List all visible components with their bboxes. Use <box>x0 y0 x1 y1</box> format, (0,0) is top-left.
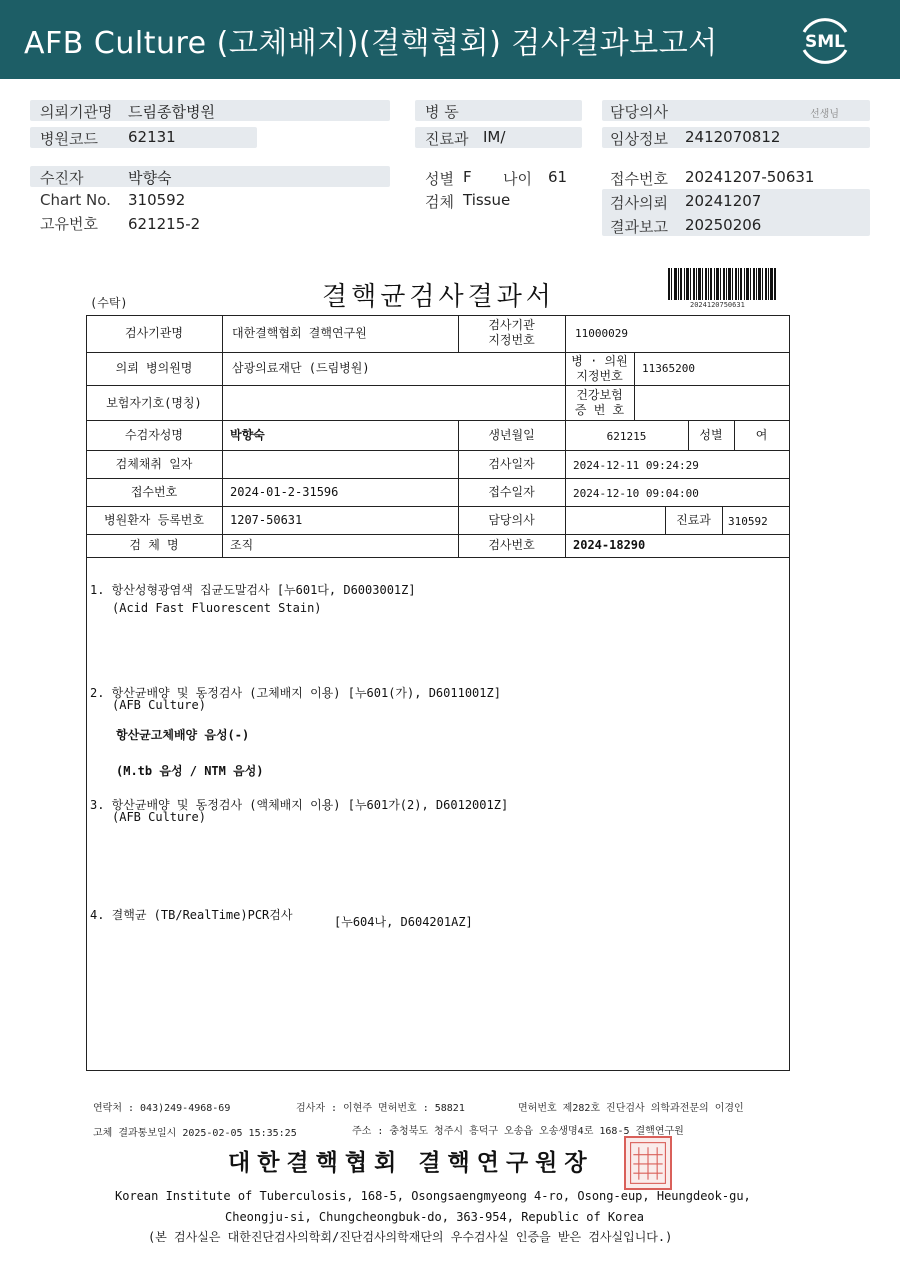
table-rule <box>634 352 635 420</box>
org-no-label-2: 지정번호 <box>488 333 535 347</box>
specimen-value-form: 조직 <box>230 538 254 552</box>
receipt-label: 접수번호 <box>610 170 668 188</box>
specimen-label-form: 검 체 명 <box>129 538 179 552</box>
chart-label: Chart No. <box>40 191 111 209</box>
reg-value: 1207-50631 <box>230 513 303 527</box>
reg-label: 병원환자 등록번호 <box>104 513 204 527</box>
receipt-date-value: 2024-12-10 09:04:00 <box>573 487 699 500</box>
hospital-code-label: 병원코드 <box>40 130 98 148</box>
footer-notice-time: 고체 결과통보일시 2025-02-05 15:35:25 <box>93 1128 297 1139</box>
test-item-1: 1. 항산성형광염색 집균도말검사 [누601다, D6003001Z] <box>90 583 416 597</box>
report-title: AFB Culture (고체배지)(결핵협회) 검사결과보고서 <box>24 26 718 61</box>
table-rule <box>222 315 223 557</box>
chart-value: 310592 <box>128 191 186 209</box>
unique-value: 621215-2 <box>128 215 201 233</box>
request-label: 검사의뢰 <box>610 194 668 212</box>
form-title: 결핵균검사결과서 <box>322 282 555 312</box>
table-rule <box>86 450 790 451</box>
ward-label: 병 동 <box>425 103 459 121</box>
test-item-2-sub: (AFB Culture) <box>112 698 206 712</box>
name-value: 박향숙 <box>230 428 265 442</box>
dept-label-form: 진료과 <box>676 513 711 527</box>
test-date-label: 검사일자 <box>488 457 535 471</box>
test-result-species: (M.tb 음성 / NTM 음성) <box>116 764 264 778</box>
req-value: 삼광의료재단 (드림병원) <box>232 361 370 375</box>
receipt-date-label: 접수일자 <box>488 485 535 499</box>
hosp-no-value: 11365200 <box>642 362 695 375</box>
info-row-bg <box>30 166 390 187</box>
table-border <box>86 315 790 316</box>
sex-value: F <box>463 168 472 186</box>
hosp-no-label-1: 병 · 의원 <box>571 354 628 368</box>
req-institution-label: 의뢰기관명 <box>40 103 113 121</box>
birth-label: 생년월일 <box>488 428 535 442</box>
table-rule <box>86 385 790 386</box>
table-rule <box>565 315 566 353</box>
barcode <box>668 268 776 300</box>
footer-address-en-2: Cheongju-si, Chungcheongbuk-do, 363-954, Republic of Korea <box>225 1210 645 1224</box>
table-rule <box>86 478 790 479</box>
report-date-value: 20250206 <box>685 216 762 234</box>
footer-address-en-1: Korean Institute of Tuberculosis, 168-5, Osongsaengmyeong 4-ro, Osong-eup, Heungdeok-gu, <box>115 1189 751 1203</box>
table-rule <box>86 557 790 558</box>
org-label: 검사기관명 <box>125 326 183 340</box>
sml-logo <box>796 12 854 68</box>
org-value: 대한결핵협회 결핵연구원 <box>232 326 367 340</box>
issuer-name: 대한결핵협회 결핵연구원장 <box>228 1149 594 1176</box>
org-no-label-1: 검사기관 <box>488 318 535 332</box>
table-border <box>86 1070 790 1071</box>
sex-label: 성별 <box>425 170 454 188</box>
collect-label: 검체채취 일자 <box>115 457 193 471</box>
insured-label: 보험자기호(명칭) <box>106 396 202 410</box>
age-value: 61 <box>548 168 568 186</box>
dept-label: 진료과 <box>425 130 469 148</box>
doctor-suffix: 선생님 <box>810 109 839 120</box>
ins-no-label-2: 증 번 호 <box>574 403 625 417</box>
test-result-culture: 항산균고체배양 음성(-) <box>116 728 250 742</box>
name-label: 수검자성명 <box>125 428 183 442</box>
table-rule <box>86 420 790 421</box>
test-item-4-code: [누604나, D604201AZ] <box>334 915 473 929</box>
ins-no-label-1: 건강보험 <box>576 388 623 402</box>
doctor-label: 담당의사 <box>610 103 668 121</box>
clinical-label: 임상정보 <box>610 130 668 148</box>
test-no-label: 검사번호 <box>488 538 535 552</box>
table-rule <box>722 506 723 534</box>
patient-value: 박향숙 <box>128 169 172 187</box>
test-item-3: 3. 항산균배양 및 동정검사 (액체배지 이용) [누601가(2), D6012001Z] <box>90 798 509 812</box>
table-border <box>789 315 790 1071</box>
test-item-2: 2. 항산균배양 및 동정검사 (고체배지 이용) [누601(가), D6011001Z] <box>90 686 501 700</box>
org-no-value: 11000029 <box>575 327 628 340</box>
specimen-value: Tissue <box>463 191 511 209</box>
unique-label: 고유번호 <box>40 215 98 233</box>
test-item-1-sub: (Acid Fast Fluorescent Stain) <box>112 601 322 615</box>
dept-value-form: 310592 <box>728 515 768 528</box>
birth-value: 621215 <box>606 430 647 443</box>
footer-address-kr: 주소 : 충청북도 청주시 흥덕구 오송읍 오송생명4로 168-5 결핵연구원 <box>352 1126 684 1137</box>
footer-license: 면허번호 제282호 진단검사 의학과전문의 이경인 <box>518 1103 744 1114</box>
footer-examiner: 검사자 : 이현주 면허번호 : 58821 <box>296 1103 465 1114</box>
dept-value: IM/ <box>483 128 506 146</box>
receipt-no-label: 접수번호 <box>130 485 178 499</box>
suta-label: (수탁) <box>90 296 128 310</box>
svg-text:SML: SML <box>805 32 845 52</box>
request-value: 20241207 <box>685 192 762 210</box>
sex-value-form: 여 <box>755 428 768 442</box>
clinical-value: 2412070812 <box>685 128 781 146</box>
sex-label-form: 성별 <box>699 428 723 442</box>
test-item-4: 4. 결핵균 (TB/RealTime)PCR검사 <box>90 908 293 922</box>
barcode-number: 2024120750631 <box>690 301 745 309</box>
receipt-no-value: 2024-01-2-31596 <box>230 485 339 499</box>
req-institution-value: 드림종합병원 <box>128 103 215 121</box>
req-label: 의뢰 병의원명 <box>115 361 193 375</box>
table-rule <box>86 352 790 353</box>
test-no-value: 2024-18290 <box>573 538 646 552</box>
test-item-3-sub: (AFB Culture) <box>112 810 206 824</box>
hospital-code-value: 62131 <box>128 128 176 146</box>
specimen-label: 검체 <box>425 193 454 211</box>
table-rule <box>86 506 790 507</box>
table-rule <box>86 534 790 535</box>
footer-contact: 연락처 : 043)249-4968-69 <box>93 1103 231 1114</box>
official-seal <box>624 1136 672 1190</box>
test-date-value: 2024-12-11 09:24:29 <box>573 459 699 472</box>
report-date-label: 결과보고 <box>610 218 668 236</box>
header-banner <box>0 0 900 79</box>
age-label: 나이 <box>503 170 532 188</box>
footer-certification: (본 검사실은 대한진단검사의학회/진단검사의학재단의 우수검사실 인증을 받은 검사실입니다.) <box>148 1230 673 1244</box>
receipt-value: 20241207-50631 <box>685 168 815 186</box>
hosp-no-label-2: 지정번호 <box>576 369 623 383</box>
doctor-label-form: 담당의사 <box>488 513 535 527</box>
patient-label: 수진자 <box>40 169 84 187</box>
